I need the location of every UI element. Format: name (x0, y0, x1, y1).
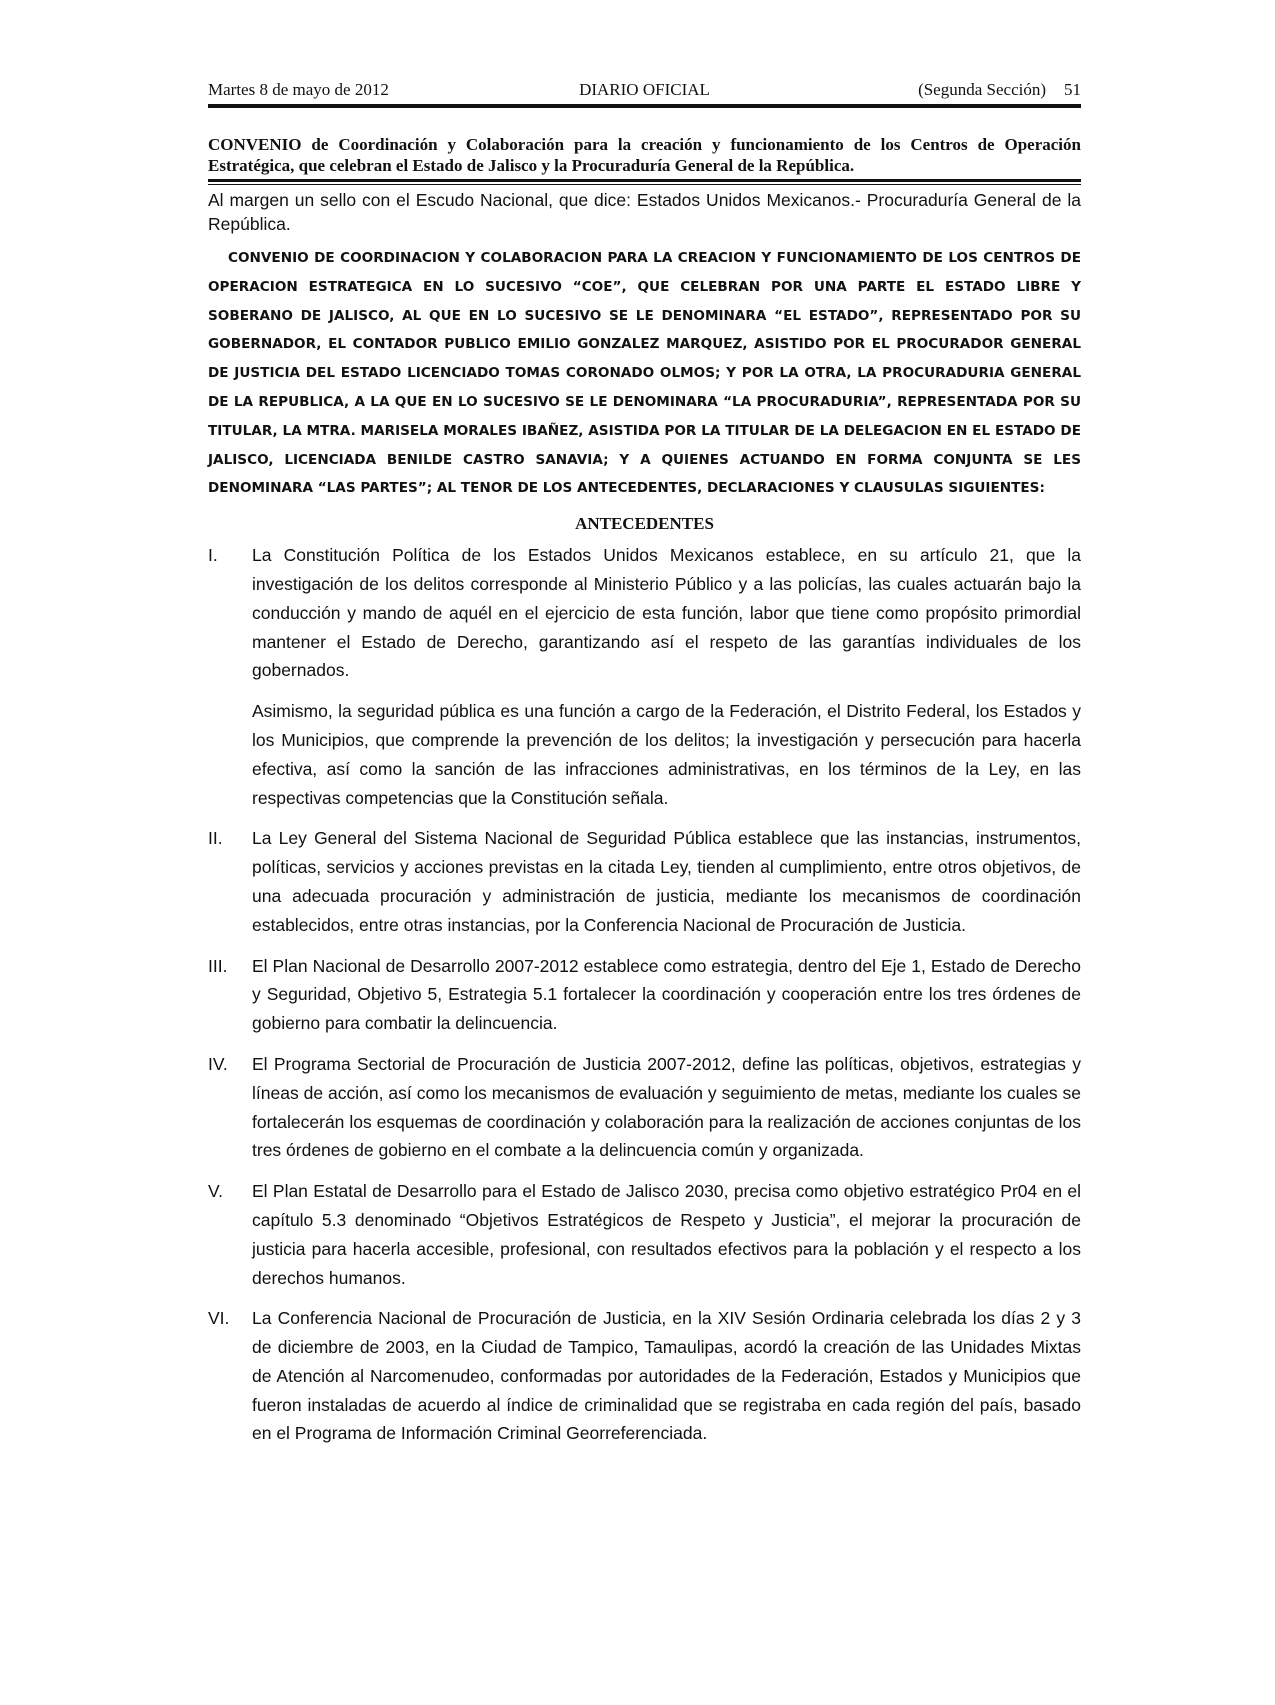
header-publication: DIARIO OFICIAL (579, 80, 710, 99)
item-paragraph: El Plan Estatal de Desarrollo para el Estado de Jalisco 2030, precisa como objetivo estratégico Pr04 en el capítulo 5.3 denominado “Objetivos Estratégicos de Respeto y Justicia”, el mejorar la procuración de justicia para hacerla accesible, profesional, con resultados efectivos para la población y el respecto a los derechos humanos. (252, 1181, 1081, 1288)
item-paragraph: El Plan Nacional de Desarrollo 2007-2012 establece como estrategia, dentro del Eje 1, Estado de Derecho y Seguridad, Objetivo 5, Estrategia 5.1 fortalecer la coordinación y cooperación entre los tres órdenes de gobierno para combatir la delincuencia. (252, 955, 1081, 1034)
list-item (208, 1050, 1081, 1165)
item-number: IV. (208, 1053, 228, 1074)
document-page (208, 76, 1081, 1460)
item-number: II. (208, 828, 223, 849)
item-paragraph: Asimismo, la seguridad pública es una función a cargo de la Federación, el Distrito Federal, los Estados y los Municipios, que comprende la prevención de los delitos; la investigación y persecución para hacerla efectiva, así como la sanción de las infracciones administrativas, en los términos de la Ley, en las respectivas competencias que la Constitución señala. (252, 701, 1081, 808)
header-page-number: 51 (1064, 80, 1081, 99)
header-rule (208, 104, 1081, 108)
item-number: V. (208, 1181, 223, 1202)
list-item (208, 952, 1081, 1038)
list-item (208, 824, 1081, 939)
header-section: (Segunda Sección) (918, 80, 1046, 99)
antecedentes-list (208, 541, 1081, 1448)
preamble: CONVENIO DE COORDINACION Y COLABORACION PARA LA CREACION Y FUNCIONAMIENTO DE LOS CENTROS DE OPERACION ESTRATEGICA EN LO SUCESIVO “COE”, QUE CELEBRAN POR UNA PARTE EL ESTADO LIBRE Y SOBERANO DE JALISCO, AL QUE EN LO SUCESIVO SE LE DENOMINARA “EL ESTADO”, REPRESENTADO POR SU GOBERNADOR, EL CONTADOR PUBLICO EMILIO GONZALEZ MARQUEZ, ASISTIDO POR EL PROCURADOR GENERAL DE JUSTICIA DEL ESTADO LICENCIADO TOMAS CORONADO OLMOS; Y POR LA OTRA, LA PROCURADURIA GENERAL DE LA REPUBLICA, A LA QUE EN LO SUCESIVO SE LE DENOMINARA “LA PROCURADURIA”, REPRESENTADA POR SU TITULAR, LA MTRA. MARISELA MORALES IBAÑEZ, ASISTIDA POR LA TITULAR DE LA DELEGACION EN EL ESTADO DE JALISCO, LICENCIADA BENILDE CASTRO SANAVIA; Y A QUIENES ACTUANDO EN FORMA CONJUNTA SE LES DENOMINARA “LAS PARTES”; AL TENOR DE LOS ANTECEDENTES, DECLARACIONES Y CLAUSULAS SIGUIENTES: (208, 250, 1081, 497)
item-body (252, 1177, 1081, 1292)
list-item (208, 1304, 1081, 1448)
section-heading: ANTECEDENTES (575, 514, 714, 534)
list-item (208, 1177, 1081, 1292)
item-body (252, 1050, 1081, 1165)
title-rule (208, 179, 1081, 185)
item-body (252, 1304, 1081, 1448)
page-header (208, 76, 1081, 102)
item-body (252, 952, 1081, 1038)
item-number: I. (208, 545, 218, 566)
header-section-info (918, 80, 1081, 100)
item-body (252, 824, 1081, 939)
margin-note: Al margen un sello con el Escudo Nacional, que dice: Estados Unidos Mexicanos.- Procuraduría General de la República. (208, 190, 1081, 234)
item-paragraph: La Conferencia Nacional de Procuración de Justicia, en la XIV Sesión Ordinaria celebrada los días 2 y 3 de diciembre de 2003, en la Ciudad de Tampico, Tamaulipas, acordó la creación de las Unidades Mixtas de Atención al Narcomenudeo, conformadas por autoridades de la Federación, Estados y Municipios que fueron instaladas de acuerdo al índice de criminalidad que se registraba en cada región del país, basado en el Programa de Información Criminal Georreferenciada. (252, 1308, 1081, 1444)
list-item (208, 541, 1081, 812)
document-title: CONVENIO de Coordinación y Colaboración para la creación y funcionamiento de los Centros de Operación Estratégica, que celebran el Estado de Jalisco y la Procuraduría General de la República. (208, 135, 1081, 175)
item-number: III. (208, 955, 228, 976)
item-paragraph: La Constitución Política de los Estados Unidos Mexicanos establece, en su artículo 21, que la investigación de los delitos corresponde al Ministerio Público y a las policías, las cuales actuarán bajo la conducción y mando de aquél en el ejercicio de esta función, labor que tiene como propósito primordial mantener el Estado de Derecho, garantizando así el respeto de las garantías individuales de los gobernados. (252, 545, 1081, 681)
item-number: VI. (208, 1308, 230, 1329)
item-paragraph: El Programa Sectorial de Procuración de Justicia 2007-2012, define las políticas, objetivos, estrategias y líneas de acción, así como los mecanismos de evaluación y seguimiento de metas, mediante los cuales se fortalecerán los esquemas de coordinación y colaboración para la realización de acciones conjuntas de los tres órdenes de gobierno en el combate a la delincuencia común y organizada. (252, 1053, 1081, 1161)
header-date: Martes 8 de mayo de 2012 (208, 80, 389, 99)
item-body (252, 541, 1081, 812)
item-paragraph: La Ley General del Sistema Nacional de Seguridad Pública establece que las instancias, instrumentos, políticas, servicios y acciones previstas en la citada Ley, tienden al cumplimiento, entre otros objetivos, de una adecuada procuración y administración de justicia, mediante los mecanismos de coordinación establecidos, entre otras instancias, por la Conferencia Nacional de Procuración de Justicia. (252, 828, 1081, 935)
